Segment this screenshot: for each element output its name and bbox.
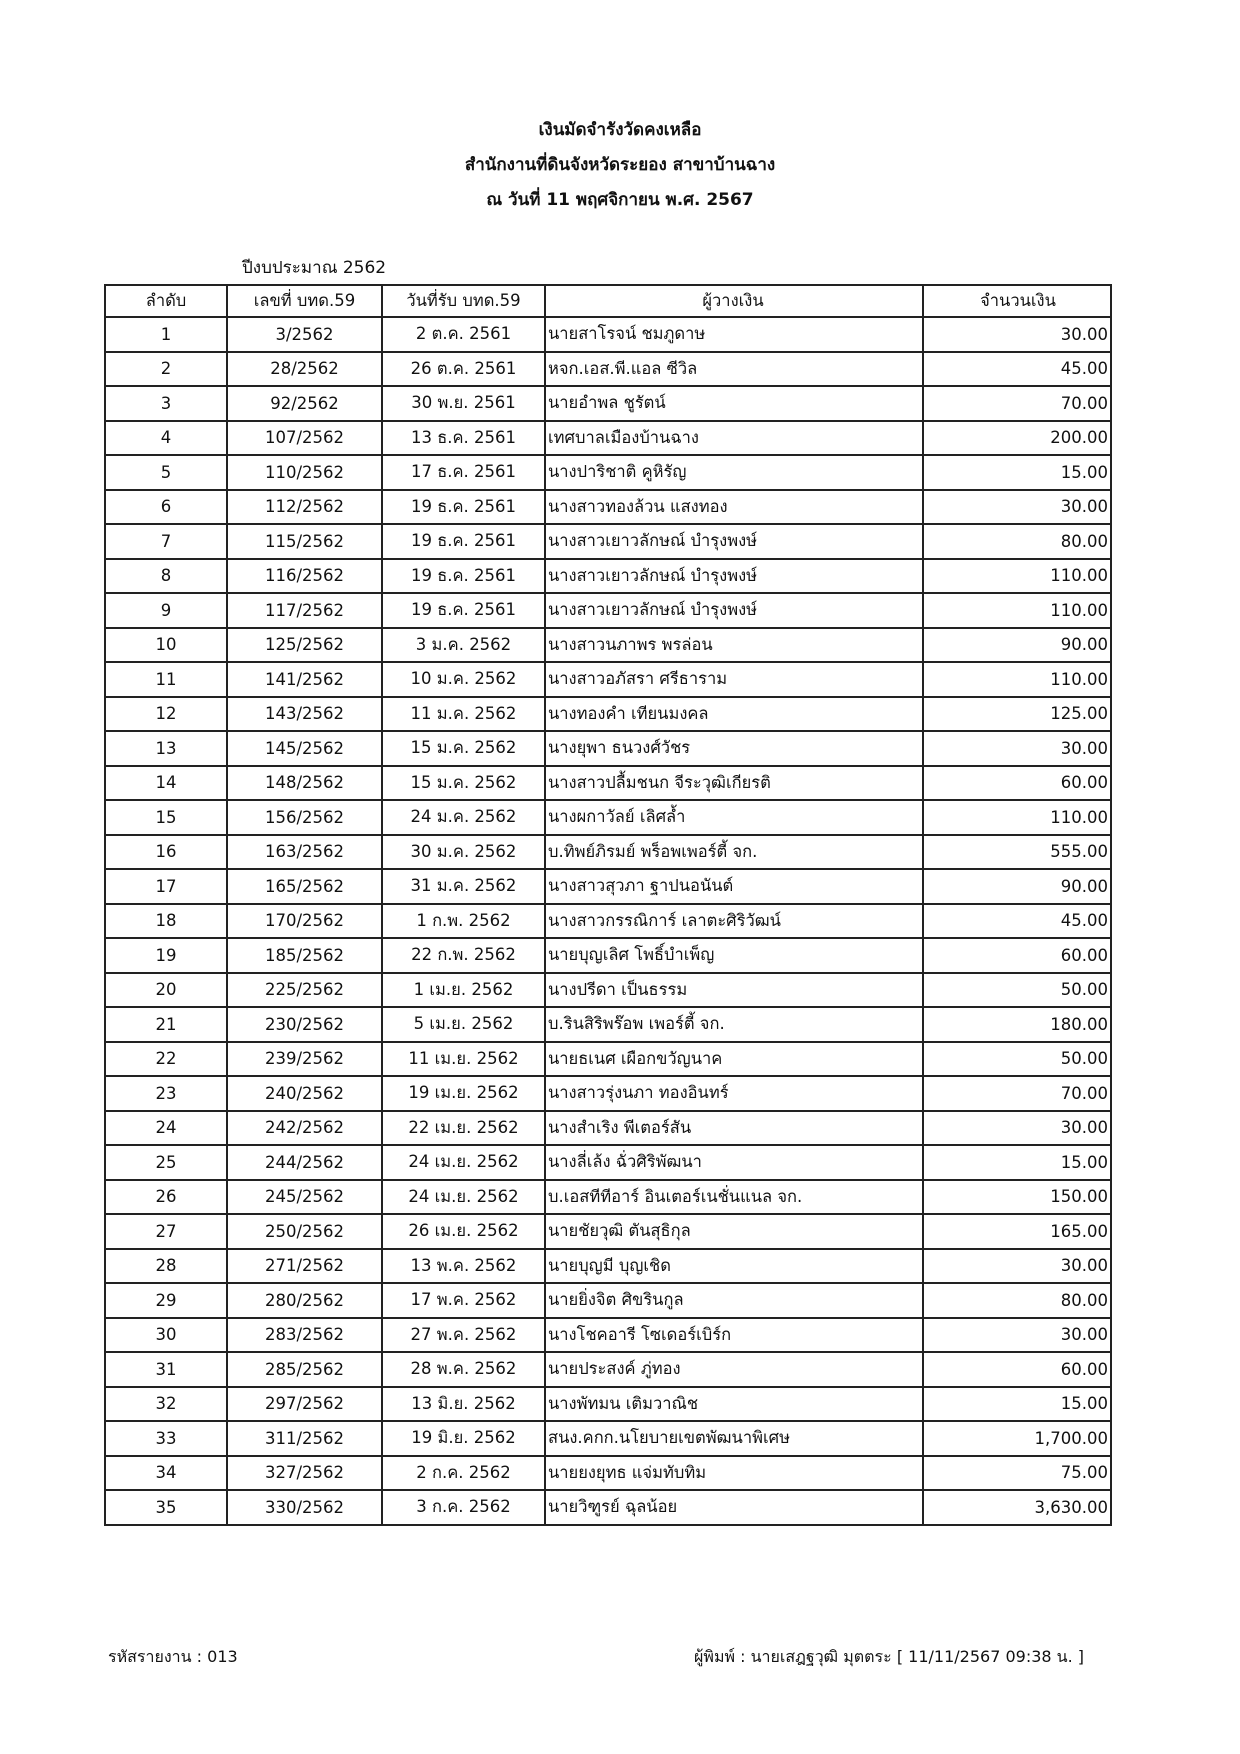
depositor-name: นางสาวสุวภา ฐาปนอนันต์ [545, 869, 923, 904]
received-date: 26 เม.ย. 2562 [382, 1214, 545, 1249]
printed-by: ผู้พิมพ์ : นายเสฎฐวุฒิ มุตตระ [ 11/11/2567 09:38 น. ] [694, 1647, 1084, 1666]
amount: 60.00 [923, 766, 1111, 801]
table-row [105, 973, 1111, 1008]
depositor-name: นางสาวเยาวลักษณ์ บำรุงพงษ์ [545, 593, 923, 628]
depositor-name: นางสาวทองล้วน แสงทอง [545, 490, 923, 525]
depositor-name: บ.ทิพย์ภิรมย์ พร็อพเพอร์ตี้ จก. [545, 835, 923, 870]
depositor-name: นางสาวเยาวลักษณ์ บำรุงพงษ์ [545, 559, 923, 594]
doc-number: 165/2562 [227, 869, 382, 904]
row-number: 1 [105, 317, 227, 352]
depositor-name: นายยงยุทธ แจ่มทับทิม [545, 1456, 923, 1491]
amount: 3,630.00 [923, 1490, 1111, 1525]
amount: 15.00 [923, 455, 1111, 490]
amount: 50.00 [923, 973, 1111, 1008]
depositor-name: นายสาโรจน์ ชมภูดาษ [545, 317, 923, 352]
doc-number: 143/2562 [227, 697, 382, 732]
amount: 45.00 [923, 904, 1111, 939]
received-date: 11 ม.ค. 2562 [382, 697, 545, 732]
row-number: 3 [105, 386, 227, 421]
table-row [105, 904, 1111, 939]
row-number: 29 [105, 1283, 227, 1318]
row-number: 30 [105, 1318, 227, 1353]
depositor-name: นางผกาวัลย์ เลิศล้ำ [545, 800, 923, 835]
depositor-name: นางปรีดา เป็นธรรม [545, 973, 923, 1008]
row-number: 11 [105, 662, 227, 697]
table-row [105, 628, 1111, 663]
depositor-name: นางสาวปลื้มชนก จีระวุฒิเกียรติ [545, 766, 923, 801]
fiscal-year-label: ปีงบประมาณ 2562 [242, 258, 387, 278]
amount: 30.00 [923, 1249, 1111, 1284]
received-date: 17 ธ.ค. 2561 [382, 455, 545, 490]
table-row [105, 869, 1111, 904]
depositor-name: นางทองคำ เทียนมงคล [545, 697, 923, 732]
row-number: 22 [105, 1042, 227, 1077]
doc-number: 163/2562 [227, 835, 382, 870]
doc-number: 280/2562 [227, 1283, 382, 1318]
doc-number: 311/2562 [227, 1421, 382, 1456]
doc-number: 112/2562 [227, 490, 382, 525]
report-title: เงินมัดจำรังวัดคงเหลือ [538, 120, 702, 140]
table-row [105, 766, 1111, 801]
report-code: รหัสรายงาน : 013 [108, 1647, 238, 1666]
depositor-name: นางปาริชาติ คูหิรัญ [545, 455, 923, 490]
row-number: 34 [105, 1456, 227, 1491]
depositor-name: นางสาวรุ่งนภา ทองอินทร์ [545, 1076, 923, 1111]
amount: 15.00 [923, 1145, 1111, 1180]
table-row [105, 455, 1111, 490]
column-header-amount: จำนวนเงิน [923, 285, 1111, 317]
received-date: 19 ธ.ค. 2561 [382, 524, 545, 559]
depositor-name: นางพัทมน เติมวาณิช [545, 1387, 923, 1422]
doc-number: 242/2562 [227, 1111, 382, 1146]
doc-number: 156/2562 [227, 800, 382, 835]
table-row [105, 1456, 1111, 1491]
doc-number: 239/2562 [227, 1042, 382, 1077]
received-date: 3 ก.ค. 2562 [382, 1490, 545, 1525]
received-date: 15 ม.ค. 2562 [382, 731, 545, 766]
row-number: 2 [105, 352, 227, 387]
doc-number: 230/2562 [227, 1007, 382, 1042]
amount: 90.00 [923, 869, 1111, 904]
column-header-received-date: วันที่รับ บทด.59 [382, 285, 545, 317]
received-date: 24 เม.ย. 2562 [382, 1145, 545, 1180]
table-row [105, 835, 1111, 870]
table-row [105, 1352, 1111, 1387]
doc-number: 28/2562 [227, 352, 382, 387]
doc-number: 148/2562 [227, 766, 382, 801]
doc-number: 285/2562 [227, 1352, 382, 1387]
doc-number: 297/2562 [227, 1387, 382, 1422]
depositor-name: นายอำพล ชูรัตน์ [545, 386, 923, 421]
amount: 15.00 [923, 1387, 1111, 1422]
depositor-name: นางยุพา ธนวงศ์วัชร [545, 731, 923, 766]
doc-number: 240/2562 [227, 1076, 382, 1111]
table-row [105, 1318, 1111, 1353]
depositor-name: นางลี่เล้ง ฉั่วศิริพัฒนา [545, 1145, 923, 1180]
amount: 80.00 [923, 1283, 1111, 1318]
row-number: 8 [105, 559, 227, 594]
depositor-name: นายบุญเลิศ โพธิ์บำเพ็ญ [545, 938, 923, 973]
row-number: 33 [105, 1421, 227, 1456]
doc-number: 145/2562 [227, 731, 382, 766]
depositor-name: นางสำเริง พีเตอร์สัน [545, 1111, 923, 1146]
received-date: 19 เม.ย. 2562 [382, 1076, 545, 1111]
table-row [105, 559, 1111, 594]
table-row [105, 731, 1111, 766]
doc-number: 185/2562 [227, 938, 382, 973]
row-number: 21 [105, 1007, 227, 1042]
doc-number: 115/2562 [227, 524, 382, 559]
depositor-name: เทศบาลเมืองบ้านฉาง [545, 421, 923, 456]
depositor-name: นายบุญมี บุญเชิด [545, 1249, 923, 1284]
amount: 165.00 [923, 1214, 1111, 1249]
table-row [105, 1007, 1111, 1042]
table-row [105, 1180, 1111, 1215]
row-number: 26 [105, 1180, 227, 1215]
amount: 200.00 [923, 421, 1111, 456]
received-date: 24 เม.ย. 2562 [382, 1180, 545, 1215]
amount: 70.00 [923, 1076, 1111, 1111]
received-date: 24 ม.ค. 2562 [382, 800, 545, 835]
received-date: 28 พ.ค. 2562 [382, 1352, 545, 1387]
doc-number: 116/2562 [227, 559, 382, 594]
table-row [105, 1042, 1111, 1077]
doc-number: 225/2562 [227, 973, 382, 1008]
doc-number: 283/2562 [227, 1318, 382, 1353]
depositor-name: หจก.เอส.พี.แอล ซีวิล [545, 352, 923, 387]
depositor-name: บ.เอสทีทีอาร์ อินเตอร์เนชั่นแนล จก. [545, 1180, 923, 1215]
received-date: 22 เม.ย. 2562 [382, 1111, 545, 1146]
table-row [105, 421, 1111, 456]
received-date: 2 ต.ค. 2561 [382, 317, 545, 352]
row-number: 24 [105, 1111, 227, 1146]
table-row [105, 1490, 1111, 1525]
amount: 70.00 [923, 386, 1111, 421]
doc-number: 110/2562 [227, 455, 382, 490]
received-date: 1 ก.พ. 2562 [382, 904, 545, 939]
amount: 90.00 [923, 628, 1111, 663]
amount: 110.00 [923, 593, 1111, 628]
received-date: 22 ก.พ. 2562 [382, 938, 545, 973]
table-row [105, 800, 1111, 835]
doc-number: 92/2562 [227, 386, 382, 421]
amount: 60.00 [923, 938, 1111, 973]
received-date: 15 ม.ค. 2562 [382, 766, 545, 801]
received-date: 30 พ.ย. 2561 [382, 386, 545, 421]
depositor-name: นายยิ่งจิต ศิขรินกูล [545, 1283, 923, 1318]
amount: 180.00 [923, 1007, 1111, 1042]
received-date: 1 เม.ย. 2562 [382, 973, 545, 1008]
depositor-name: นางโชคอารี โซเดอร์เบิร์ก [545, 1318, 923, 1353]
table-row [105, 1111, 1111, 1146]
doc-number: 244/2562 [227, 1145, 382, 1180]
row-number: 6 [105, 490, 227, 525]
column-header-depositor: ผู้วางเงิน [545, 285, 923, 317]
table-row [105, 593, 1111, 628]
row-number: 27 [105, 1214, 227, 1249]
row-number: 15 [105, 800, 227, 835]
received-date: 19 ธ.ค. 2561 [382, 559, 545, 594]
deposit-table [104, 284, 1112, 1526]
row-number: 7 [105, 524, 227, 559]
received-date: 13 ธ.ค. 2561 [382, 421, 545, 456]
table-row [105, 938, 1111, 973]
row-number: 32 [105, 1387, 227, 1422]
table-row [105, 1283, 1111, 1318]
table-row [105, 1387, 1111, 1422]
row-number: 10 [105, 628, 227, 663]
depositor-name: นางสาวกรรณิการ์ เลาตะศิริวัฒน์ [545, 904, 923, 939]
column-header-no: ลำดับ [105, 285, 227, 317]
row-number: 14 [105, 766, 227, 801]
row-number: 19 [105, 938, 227, 973]
column-header-doc-number: เลขที่ บทด.59 [227, 285, 382, 317]
amount: 555.00 [923, 835, 1111, 870]
table-header-row [105, 285, 1111, 317]
received-date: 13 มิ.ย. 2562 [382, 1387, 545, 1422]
received-date: 11 เม.ย. 2562 [382, 1042, 545, 1077]
table-row [105, 1249, 1111, 1284]
table-row [105, 1076, 1111, 1111]
doc-number: 330/2562 [227, 1490, 382, 1525]
row-number: 31 [105, 1352, 227, 1387]
received-date: 19 มิ.ย. 2562 [382, 1421, 545, 1456]
amount: 110.00 [923, 800, 1111, 835]
row-number: 25 [105, 1145, 227, 1180]
received-date: 5 เม.ย. 2562 [382, 1007, 545, 1042]
depositor-name: นางสาวเยาวลักษณ์ บำรุงพงษ์ [545, 524, 923, 559]
table-row [105, 524, 1111, 559]
row-number: 4 [105, 421, 227, 456]
received-date: 26 ต.ค. 2561 [382, 352, 545, 387]
amount: 45.00 [923, 352, 1111, 387]
received-date: 2 ก.ค. 2562 [382, 1456, 545, 1491]
received-date: 19 ธ.ค. 2561 [382, 490, 545, 525]
row-number: 9 [105, 593, 227, 628]
amount: 150.00 [923, 1180, 1111, 1215]
amount: 1,700.00 [923, 1421, 1111, 1456]
row-number: 18 [105, 904, 227, 939]
doc-number: 3/2562 [227, 317, 382, 352]
doc-number: 245/2562 [227, 1180, 382, 1215]
amount: 60.00 [923, 1352, 1111, 1387]
depositor-name: นางสาวนภาพร พรล่อน [545, 628, 923, 663]
received-date: 19 ธ.ค. 2561 [382, 593, 545, 628]
received-date: 27 พ.ค. 2562 [382, 1318, 545, 1353]
depositor-name: บ.รินสิริพร๊อพ เพอร์ตี้ จก. [545, 1007, 923, 1042]
received-date: 17 พ.ค. 2562 [382, 1283, 545, 1318]
row-number: 28 [105, 1249, 227, 1284]
depositor-name: นางสาวอภัสรา ศรีธาราม [545, 662, 923, 697]
amount: 110.00 [923, 559, 1111, 594]
depositor-name: นายวิฑูรย์ ฉุลน้อย [545, 1490, 923, 1525]
received-date: 30 ม.ค. 2562 [382, 835, 545, 870]
row-number: 35 [105, 1490, 227, 1525]
table-row [105, 1214, 1111, 1249]
amount: 30.00 [923, 1318, 1111, 1353]
row-number: 12 [105, 697, 227, 732]
doc-number: 117/2562 [227, 593, 382, 628]
row-number: 23 [105, 1076, 227, 1111]
table-row [105, 490, 1111, 525]
table-row [105, 662, 1111, 697]
doc-number: 125/2562 [227, 628, 382, 663]
doc-number: 170/2562 [227, 904, 382, 939]
doc-number: 250/2562 [227, 1214, 382, 1249]
amount: 30.00 [923, 731, 1111, 766]
amount: 30.00 [923, 1111, 1111, 1146]
received-date: 31 ม.ค. 2562 [382, 869, 545, 904]
depositor-name: นายชัยวุฒิ ตันสุธิกุล [545, 1214, 923, 1249]
received-date: 13 พ.ค. 2562 [382, 1249, 545, 1284]
depositor-name: นายธเนศ เผือกขวัญนาค [545, 1042, 923, 1077]
row-number: 17 [105, 869, 227, 904]
received-date: 10 ม.ค. 2562 [382, 662, 545, 697]
amount: 110.00 [923, 662, 1111, 697]
amount: 75.00 [923, 1456, 1111, 1491]
doc-number: 141/2562 [227, 662, 382, 697]
report-date: ณ วันที่ 11 พฤศจิกายน พ.ศ. 2567 [486, 190, 754, 210]
amount: 125.00 [923, 697, 1111, 732]
table-row [105, 697, 1111, 732]
row-number: 20 [105, 973, 227, 1008]
table-row [105, 386, 1111, 421]
row-number: 16 [105, 835, 227, 870]
depositor-name: สนง.คกก.นโยบายเขตพัฒนาพิเศษ [545, 1421, 923, 1456]
table-row [105, 352, 1111, 387]
doc-number: 271/2562 [227, 1249, 382, 1284]
doc-number: 107/2562 [227, 421, 382, 456]
row-number: 13 [105, 731, 227, 766]
depositor-name: นายประสงค์ ภู่ทอง [545, 1352, 923, 1387]
amount: 30.00 [923, 317, 1111, 352]
amount: 30.00 [923, 490, 1111, 525]
amount: 50.00 [923, 1042, 1111, 1077]
table-row [105, 317, 1111, 352]
table-row [105, 1145, 1111, 1180]
amount: 80.00 [923, 524, 1111, 559]
received-date: 3 ม.ค. 2562 [382, 628, 545, 663]
doc-number: 327/2562 [227, 1456, 382, 1491]
table-row [105, 1421, 1111, 1456]
row-number: 5 [105, 455, 227, 490]
office-name: สำนักงานที่ดินจังหวัดระยอง สาขาบ้านฉาง [464, 155, 776, 175]
